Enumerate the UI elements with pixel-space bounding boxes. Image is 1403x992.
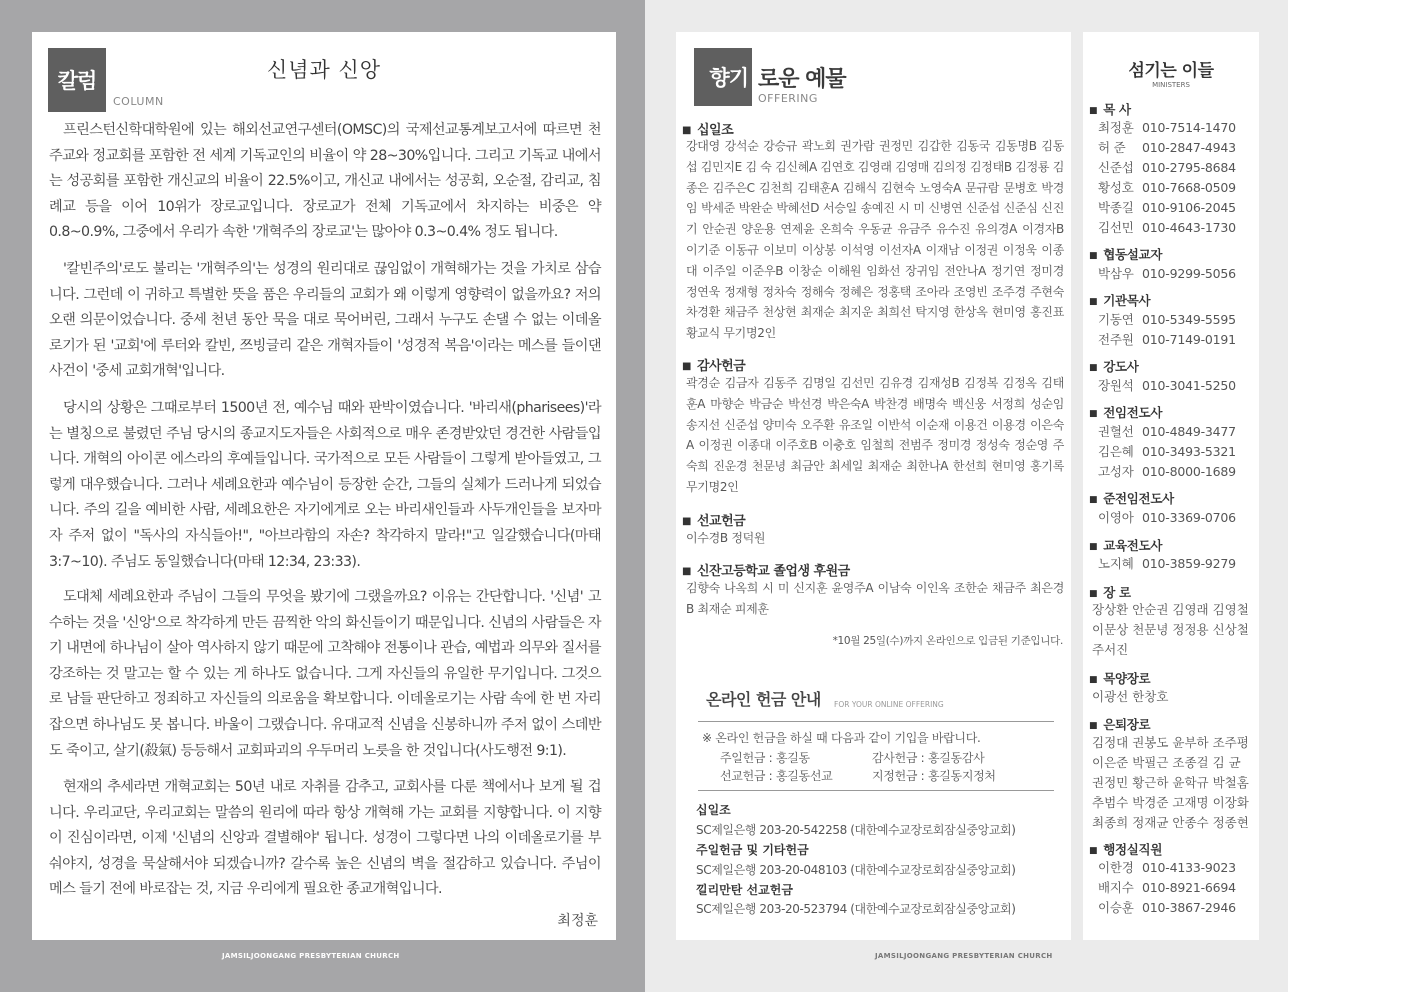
account-label: 낄리만탄 선교헌금: [696, 883, 793, 897]
offering-tag-sub: OFFERING: [758, 92, 818, 105]
minister-row: [1098, 462, 1236, 480]
offering-title: 로운 예물: [758, 67, 846, 92]
minister-name: 노지혜: [1098, 556, 1134, 571]
account-label: 주일헌금 및 기타헌금: [696, 843, 809, 857]
minister-name: 장원석: [1098, 378, 1134, 393]
column-author: 최정훈: [557, 913, 598, 929]
minister-phone: 010-8921-6694: [1142, 880, 1236, 895]
column-paragraph-1: 프린스턴신학대학원에 있는 해외선교연구센터(OMSC)의 국제선교통계보고서에 따르면 천주교와 정교회를 포함한 전 세계 기독교인의 비율이 약 28~30%입니다. 그리고 기독교 내에서는 성공회를 포함한 개신교의 비율이 22.5%이고, 개신교 내에서는 성공회, 오순절, 감리교, 침례교 등을 이어 10위가 장로교입니다. 장로교가 전체 기독교에서 차지하는 비중은 약 0.8~0.9%, 그중에서 우리가 속한 '개혁주의 장로교'는 많아야 0.3~0.4% 정도 됩니다.: [49, 122, 601, 241]
minister-row: [1098, 264, 1236, 282]
footer-left: JAMSILJOONGANG PRESBYTERIAN CHURCH: [222, 952, 400, 960]
ministers-group-names: 이광선 한창호: [1092, 689, 1169, 704]
minister-phone: 010-4133-9023: [1142, 860, 1236, 875]
minister-name: 고성자: [1098, 464, 1134, 479]
minister-row: [1098, 138, 1236, 156]
ministers-title: 섬기는 이들: [1128, 61, 1214, 81]
minister-phone: 010-3493-5321: [1142, 444, 1236, 459]
column-tag-sub: COLUMN: [113, 95, 164, 108]
minister-row: [1098, 330, 1236, 348]
column-tag: 칼럼: [48, 48, 106, 112]
divider: [698, 721, 1054, 722]
account-number: SC제일은행 203-20-523794 (대한예수교장로회잠실중앙교회): [696, 902, 1016, 916]
ministers-group-heading: ■ 준전임전도사: [1089, 489, 1174, 507]
minister-name: 배지수: [1098, 880, 1134, 895]
minister-phone: 010-5349-5595: [1142, 312, 1236, 327]
column-paragraph-3: 당시의 상황은 그때로부터 1500년 전, 예수님 때와 판박이였습니다. '바리새(pharisees)'라는 별칭으로 불렸던 주님 당시의 종교지도자들은 사회적으로 매우 존경받았던 경건한 사람들입니다. 개혁의 아이콘 에스라의 후예들입니다. 국가적으로 모든 사람들이 그렇게 받아들였고, 그렇게 대우했습니다. 그러나 세례요한과 예수님이 등장한 순간, 그들의 실체가 드러나게 되었습니다. 주의 길을 예비한 사람, 세례요한은 자기에게로 오는 바리새인들과 사두개인들을 보자마자 주저 없이 "독사의 자식들아!", "아브라함의 자손? 착각하지 말라!"고 일갈했습니다(마태 3:7~10). 주님도 동일했습니다(마태 12:34, 23:33).: [49, 400, 601, 570]
online-example: 감사헌금 : 홍길동감사: [872, 751, 985, 765]
minister-phone: 010-3041-5250: [1142, 378, 1236, 393]
column-paragraph-5: 현재의 추세라면 개혁교회는 50년 내로 자취를 감추고, 교회사를 다룬 책에서나 보게 될 겁니다. 우리교단, 우리교회는 말씀의 원리에 따라 항상 개혁해 가는 교회를 지향합니다. 이 지향이 진심이라면, 이제 '신념의 신앙과 결별해야' 됩니다. 성경이 그렇다면 나의 이데올로기를 부숴야지, 성경을 묵살해서야 되겠습니까? 갈수록 높은 신념의 벽을 절감하고 있습니다. 주님이 메스 들기 전에 바로잡는 것, 지금 우리에게 필요한 종교개혁입니다.: [49, 779, 601, 898]
minister-phone: 010-2847-4943: [1142, 140, 1236, 155]
minister-phone: 010-9106-2045: [1142, 200, 1236, 215]
minister-row: [1098, 508, 1236, 526]
minister-row: [1098, 178, 1236, 196]
minister-name: 김은혜: [1098, 444, 1134, 459]
divider: [698, 790, 1054, 791]
offering-note: *10월 25일(수)까지 온라인으로 입금된 기준입니다.: [832, 635, 1063, 647]
account-number: SC제일은행 203-20-048103 (대한예수교장로회잠실중앙교회): [696, 863, 1016, 877]
minister-phone: 010-9299-5056: [1142, 266, 1236, 281]
minister-name: 황성호: [1098, 180, 1134, 195]
minister-name: 김선민: [1098, 220, 1134, 235]
offering-section-names: 강대영 강석순 강승규 곽노회 권가람 권정민 김갑한 김동국 김동명B 김동섭 김민지E 김 숙 김신혜A 김연호 김영래 김영매 김의정 김정태B 김정룡 김종은 김주은C 김천희 김태훈A 김해식 김현숙 노영숙A 문규람 문병호 박경임 박세준 박완순 박혜선D 서승일 송예진 시 미 신병연 신준섭 신준심 신진기 안순권 양운용 연제윤 온희숙 우동균 유금주 유수진 유의경A 이경자B 이기준 이동규 이보미 이상봉 이석영 이선자A 이재남 이정권 이정욱 이종대 이주일 이준우B 이창순 이해원 임화선 장귀임 전안나A 정기연 정미경 정연욱 정재형 정차숙 정해숙 정혜은 정홍택 조아라 조영빈 조주경 주현숙 차경환 채금주 천상현 최재순 최지운 최희선 탁지영 한상옥 현미영 홍진표 황교식 무기명2인: [686, 139, 1064, 341]
ministers-group-heading: ■ 교육전도사: [1089, 536, 1162, 554]
minister-name: 권혈선: [1098, 424, 1134, 439]
minister-row: [1098, 858, 1236, 876]
ministers-group-heading: ■ 행정실직원: [1089, 840, 1162, 858]
ministers-group-heading: ■ 전임전도사: [1089, 403, 1162, 421]
ministers-group-heading: ■ 협동설교자: [1089, 245, 1162, 263]
minister-name: 이영아: [1098, 510, 1134, 525]
column-title: 신념과 신앙: [266, 58, 382, 82]
minister-row: [1098, 554, 1236, 572]
online-offering-subtitle: FOR YOUR ONLINE OFFERING: [834, 700, 944, 709]
minister-name: 이승훈: [1098, 900, 1134, 915]
minister-phone: 010-4643-1730: [1142, 220, 1236, 235]
minister-phone: 010-8000-1689: [1142, 464, 1236, 479]
minister-name: 기동연: [1098, 312, 1134, 327]
online-example: 지정헌금 : 홍길동지정처: [872, 769, 996, 783]
offering-section-heading: ■ 감사헌금: [682, 355, 745, 374]
minister-name: 박종길: [1098, 200, 1134, 215]
minister-phone: 010-3867-2946: [1142, 900, 1236, 915]
minister-phone: 010-2795-8684: [1142, 160, 1236, 175]
minister-phone: 010-7514-1470: [1142, 120, 1236, 135]
offering-section-heading: ■ 신잔고등학교 졸업생 후원금: [682, 560, 850, 579]
ministers-group-heading: ■ 목양장로: [1089, 669, 1150, 687]
minister-phone: 010-7668-0509: [1142, 180, 1236, 195]
offering-section-heading: ■ 선교헌금: [682, 510, 745, 529]
online-example: 주일헌금 : 홍길동: [720, 751, 810, 765]
minister-name: 이한경: [1098, 860, 1134, 875]
minister-row: [1098, 898, 1236, 916]
minister-phone: 010-3369-0706: [1142, 510, 1236, 525]
ministers-group-heading: ■ 기관목사: [1089, 291, 1150, 309]
ministers-group-heading: ■ 강도사: [1089, 357, 1139, 375]
online-offering-intro: ※ 온라인 헌금을 하실 때 다음과 같이 기입을 바랍니다.: [702, 731, 981, 745]
account-label: 십일조: [696, 803, 731, 817]
minister-phone: 010-4849-3477: [1142, 424, 1236, 439]
minister-name: 신준섭: [1098, 160, 1134, 175]
minister-row: [1098, 376, 1236, 394]
footer-right: JAMSILJOONGANG PRESBYTERIAN CHURCH: [875, 952, 1053, 960]
online-offering-title: 온라인 헌금 안내: [706, 690, 821, 709]
account-number: SC제일은행 203-20-542258 (대한예수교장로회잠실중앙교회): [696, 823, 1016, 837]
minister-row: [1098, 422, 1236, 440]
minister-phone: 010-3859-9279: [1142, 556, 1236, 571]
offering-tag: 향기: [694, 48, 752, 106]
minister-row: [1098, 158, 1236, 176]
minister-phone: 010-7149-0191: [1142, 332, 1236, 347]
ministers-panel: [1083, 32, 1259, 940]
offering-panel: [676, 32, 1071, 940]
ministers-subtitle: MINISTERS: [1152, 81, 1190, 89]
offering-section-names: 김향숙 나옥희 시 미 신지훈 윤영주A 이남숙 이인옥 조한순 채금주 최은경B 최재순 피제훈: [686, 581, 1064, 616]
offering-section-heading: ■ 십일조: [682, 119, 733, 138]
minister-row: [1098, 218, 1236, 236]
ministers-group-heading: ■ 장 로: [1089, 583, 1131, 601]
minister-name: 박삼우: [1098, 266, 1134, 281]
minister-row: [1098, 198, 1236, 216]
minister-row: [1098, 310, 1236, 328]
column-paragraph-2: '칼빈주의'로도 불리는 '개혁주의'는 성경의 원리대로 끊임없이 개혁해가는 것을 가치로 삼습니다. 그런데 이 귀하고 특별한 뜻을 품은 우리들의 교회가 왜 이렇게 영향력이 없을까요? 저의 오랜 의문이었습니다. 중세 천년 동안 묵을 대로 묵어버린, 그래서 누구도 손댈 수 없는 이데올로기가 된 '교회'에 루터와 칼빈, 쯔빙글리 같은 개혁자들이 '성경적 복음'이라는 메스를 들이댄 사건이 '중세 교회개혁'입니다.: [49, 261, 601, 380]
ministers-group-heading: ■ 목 사: [1089, 100, 1131, 118]
minister-row: [1098, 118, 1236, 136]
offering-section-names: 곽경순 김금자 김동주 김명일 김선민 김유경 김재성B 김정복 김정옥 김태훈A 마향순 박금순 박선경 박은숙A 박찬경 배명숙 백신웅 서정희 성순임 송지선 신준섭 양미숙 오주환 유조일 이반석 이순재 이용건 이용경 이은숙A 이정권 이종대 이주호B 이충호 임철희 전범주 정미경 정성숙 정순영 주숙희 진운경 천문녕 최금안 최세일 최재순 최한나A 한선희 현미영 홍기록 무기명2인: [686, 376, 1064, 494]
online-example: 선교헌금 : 홍길동선교: [720, 769, 833, 783]
ministers-group-names: 장상환 안순권 김영래 김영철 이문상 천문녕 정정용 신상철 주서진: [1092, 602, 1249, 657]
minister-name: 전주원: [1098, 332, 1134, 347]
column-paragraph-4: 도대체 세례요한과 주님이 그들의 무엇을 봤기에 그랬을까요? 이유는 간단합니다. '신념' 고수하는 것을 '신앙'으로 착각하게 만든 끔찍한 악의 화신들이기 때문입니다. 신념의 사람들은 자기 내면에 하나님이 살아 역사하지 않기 때문에 고착해야 전통이나 관습, 예법과 의무와 질서를 강조하는 것 말고는 할 수 있는 게 하나도 없습니다. 그게 자신들의 유일한 무기입니다. 그것으로 남들 판단하고 정죄하고 자신들의 의로움을 확보합니다. 이데올로기는 사람 속에 한 번 자리 잡으면 하나님도 못 봅니다. 바울이 그랬습니다. 유대교적 신념을 신봉하니까 주저 없이 스데반도 죽이고, 살기(殺氣) 등등해서 교회파괴의 우두머리 노릇을 한 것입니다(사도행전 9:1).: [49, 589, 601, 759]
minister-name: 최정훈: [1098, 120, 1134, 135]
minister-row: [1098, 878, 1236, 896]
ministers-group-heading: ■ 은퇴장로: [1089, 715, 1150, 733]
page-edge: [1288, 0, 1403, 992]
ministers-group-names: 김정대 권봉도 윤부하 조주평 이은준 박필근 조종걸 김 균 권정민 황근하 윤학규 박철홈 추범수 박경준 고재명 이장화 최종희 정재균 안종수 정종현: [1092, 735, 1249, 830]
offering-section-names: 이수경B 정덕원: [686, 531, 766, 545]
minister-name: 허 준: [1098, 140, 1126, 155]
minister-row: [1098, 442, 1236, 460]
column-panel: [32, 32, 616, 940]
